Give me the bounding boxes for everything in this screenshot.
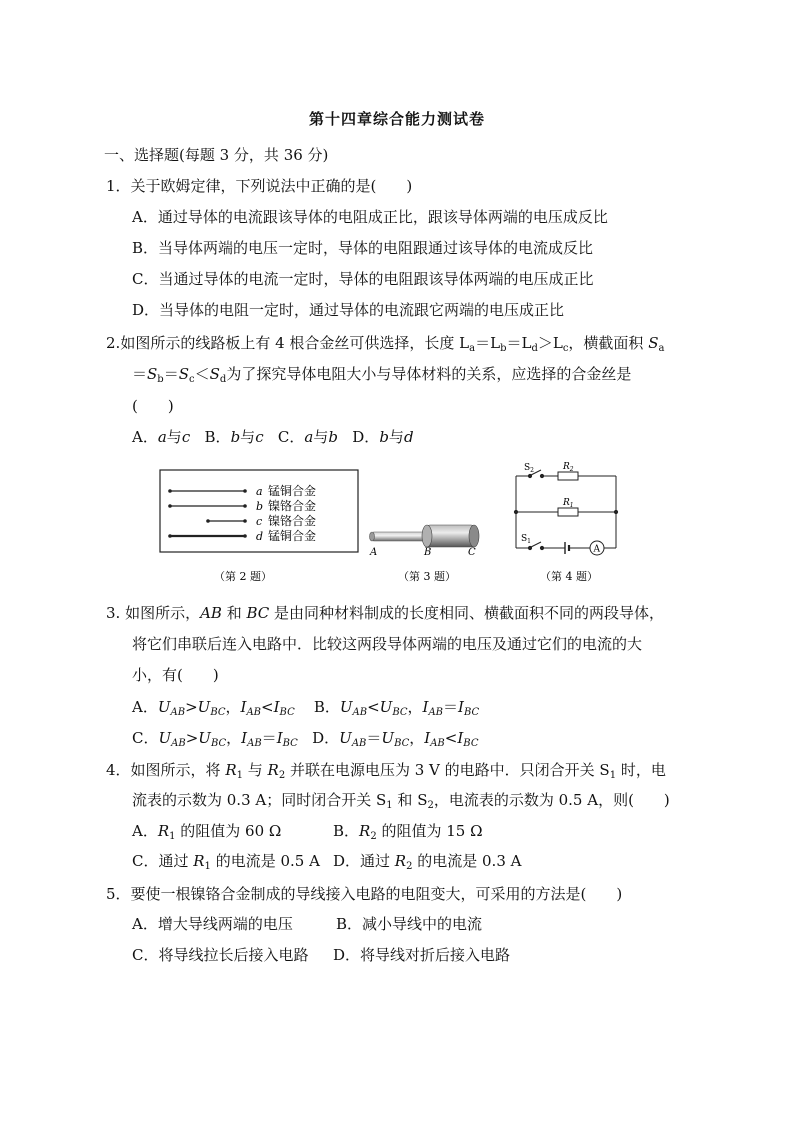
segment-bc bbox=[427, 525, 474, 547]
q4-option-c-label: C．通过 bbox=[132, 852, 194, 870]
fig4-caption: （第 4 题） bbox=[540, 570, 598, 583]
comma: ， bbox=[225, 698, 241, 716]
eq-sign: ＝ bbox=[163, 365, 179, 383]
end-b bbox=[422, 525, 432, 547]
label-a: A bbox=[370, 547, 378, 558]
q2-option-c-1: a bbox=[304, 428, 314, 446]
sub-2: 2 bbox=[278, 770, 286, 781]
sym-i: I bbox=[276, 729, 283, 747]
q2-text-b: ＝L bbox=[475, 334, 501, 352]
q2-stem-line1 bbox=[106, 333, 664, 353]
figures-row bbox=[0, 460, 794, 590]
sym-i: I bbox=[241, 729, 248, 747]
symbol-ab: AB bbox=[200, 604, 222, 622]
sym-i: I bbox=[240, 698, 247, 716]
comma: ， bbox=[407, 698, 423, 716]
sym-r: R bbox=[225, 761, 237, 779]
wire-a-name: 锰铜合金 bbox=[268, 484, 317, 498]
q4-stem-line2 bbox=[132, 790, 670, 810]
q4-option-a-label: A． bbox=[132, 822, 158, 840]
wire-c bbox=[206, 513, 316, 528]
symbol-bc: BC bbox=[246, 604, 270, 622]
sym-u: U bbox=[339, 698, 353, 716]
wire-b-letter: b bbox=[256, 500, 264, 513]
lt-sign: < bbox=[261, 698, 274, 716]
switch-s1 bbox=[531, 542, 541, 547]
sym-u: U bbox=[157, 698, 171, 716]
q4-option-d-text: 的电流是 0.3 A bbox=[412, 852, 522, 870]
fig3-conductor bbox=[369, 525, 479, 583]
q4-text-f: 和 S bbox=[392, 791, 428, 809]
q2-text-tail: 为了探究导体电阻大小与导体材料的关系，应选择的合金丝是 bbox=[226, 365, 632, 383]
wire-b bbox=[168, 498, 316, 513]
q2-options bbox=[132, 427, 414, 447]
q2-option-c-label: C． bbox=[277, 428, 305, 446]
wire-d bbox=[168, 528, 316, 543]
q3-option-a: A． bbox=[132, 698, 158, 716]
symbol-s: S bbox=[209, 365, 220, 383]
q2-option-c-2: b bbox=[328, 428, 338, 446]
wire-a-letter: a bbox=[256, 485, 263, 498]
section-heading: 一、选择题(每题 3 分，共 36 分) bbox=[104, 146, 329, 164]
sym-r: R bbox=[394, 852, 407, 870]
sub-c: c bbox=[562, 343, 569, 354]
eq-sign: ＝ bbox=[443, 698, 459, 716]
sym-r: R bbox=[193, 852, 205, 870]
sub-bc: BC bbox=[392, 707, 408, 718]
q3-and: 和 bbox=[221, 604, 247, 622]
q2-number: 2. bbox=[106, 334, 121, 352]
q5-stem: 5．要使一根镍铬合金制成的导线接入电路的电阻变大，可采用的方法是( ) bbox=[106, 885, 623, 903]
q4-text-a: 4．如图所示，将 bbox=[106, 761, 226, 779]
q2-text-d: ＞L bbox=[537, 334, 563, 352]
q3-stem-line3: 小，有( ) bbox=[132, 666, 219, 684]
q4-option-a-text: 的阻值为 60 Ω bbox=[175, 822, 282, 840]
sym-u: U bbox=[158, 729, 172, 747]
q3-stem-line1 bbox=[106, 603, 664, 623]
q1-stem: 1．关于欧姆定律，下列说法中正确的是( ) bbox=[106, 177, 413, 195]
sub-1: 1 bbox=[236, 770, 243, 781]
wire-a bbox=[168, 483, 316, 498]
q1-option-c: C．当通过导体的电流一定时，导体的电阻跟该导体两端的电压成正比 bbox=[132, 270, 594, 288]
q4-text-b: 与 bbox=[242, 761, 268, 779]
q4-option-b-label: B． bbox=[333, 822, 360, 840]
sym-u: U bbox=[379, 698, 393, 716]
sub-2: 2 bbox=[370, 831, 377, 842]
comma: ， bbox=[409, 729, 425, 747]
q2-option-a-1: a bbox=[157, 428, 167, 446]
symbol-s: S bbox=[178, 365, 189, 383]
q3-options-ab bbox=[132, 697, 479, 717]
q2-option-d-label: D． bbox=[352, 428, 380, 446]
sub-1: 1 bbox=[204, 861, 211, 872]
end-c bbox=[469, 525, 479, 547]
sub-a: a bbox=[658, 343, 665, 354]
q2-text-c: ＝L bbox=[506, 334, 532, 352]
ammeter-letter: A bbox=[593, 544, 600, 555]
symbol-s: S bbox=[648, 334, 659, 352]
q4-option-d-label: D．通过 bbox=[333, 852, 395, 870]
sub-ab: AB bbox=[171, 738, 186, 749]
label-c: C bbox=[468, 547, 476, 558]
comma: ， bbox=[226, 729, 242, 747]
sub-ab: AB bbox=[351, 738, 367, 749]
q3-text-a: 3. 如图所示， bbox=[106, 604, 201, 622]
q4-text-e: 流表的示数为 0.3 A；同时闭合开关 S bbox=[132, 791, 387, 809]
sub-b: b bbox=[157, 374, 164, 385]
q2-option-d-1: b bbox=[379, 428, 389, 446]
q1-option-b: B．当导体两端的电压一定时，导体的电阻跟通过该导体的电流成反比 bbox=[132, 239, 594, 257]
sub-1: 1 bbox=[609, 770, 617, 781]
q3-option-c: C． bbox=[132, 729, 159, 747]
sub-bc: BC bbox=[463, 738, 479, 749]
sym-i: I bbox=[457, 729, 464, 747]
lt-sign: < bbox=[444, 729, 458, 747]
q3-option-d: D． bbox=[312, 729, 340, 747]
q2-option-a-label: A． bbox=[132, 428, 158, 446]
q2-option-b-mid: 与 bbox=[240, 428, 256, 446]
sub-bc: BC bbox=[279, 707, 295, 718]
q2-stem-line2 bbox=[132, 364, 631, 384]
q2-option-d-mid: 与 bbox=[388, 428, 404, 446]
q2-option-c-mid: 与 bbox=[313, 428, 329, 446]
q4-option-b bbox=[333, 821, 483, 841]
lt-sign: < bbox=[367, 698, 380, 716]
q5-option-a: A．增大导线两端的电压 bbox=[132, 915, 293, 933]
q4-option-d bbox=[333, 851, 521, 871]
q4-option-c bbox=[132, 851, 320, 871]
wire-b-name: 镍铬合金 bbox=[268, 499, 317, 513]
q5-option-d: D．将导线对折后接入电路 bbox=[333, 946, 511, 964]
sym-i: I bbox=[424, 729, 431, 747]
sub-bc: BC bbox=[463, 707, 480, 718]
q2-text-e: ，横截面积 bbox=[568, 334, 649, 352]
sub-bc: BC bbox=[210, 707, 226, 718]
sub-ab: AB bbox=[246, 707, 262, 718]
sub-bc: BC bbox=[210, 738, 227, 749]
sub-2: 2 bbox=[406, 861, 413, 872]
q4-text-d: 时，电 bbox=[616, 761, 666, 779]
wire-c-letter: c bbox=[256, 515, 263, 528]
sym-i: I bbox=[273, 698, 280, 716]
sym-r: R bbox=[267, 761, 279, 779]
sub-ab: AB bbox=[352, 707, 368, 718]
gt-sign: > bbox=[185, 729, 199, 747]
q2-option-d-2: d bbox=[403, 428, 414, 446]
sym-i: I bbox=[458, 698, 464, 716]
sub-ab: AB bbox=[247, 738, 262, 749]
sub-1: 1 bbox=[386, 800, 393, 811]
eq-sign: ＝ bbox=[366, 729, 382, 747]
fig2-board bbox=[160, 470, 358, 583]
label-r1: $R_1$ bbox=[563, 498, 574, 509]
q3-option-b: B． bbox=[313, 698, 340, 716]
q3-text-b: 是由同种材料制成的长度相同、横截面积不同的两段导体， bbox=[269, 604, 665, 622]
sub-bc: BC bbox=[394, 738, 410, 749]
label-b: B bbox=[424, 547, 432, 558]
q4-text-g: ，电流表的示数为 0.5 A，则( ) bbox=[433, 791, 670, 809]
q3-stem-line2: 将它们串联后连入电路中．比较这两段导体两端的电压及通过它们的电流的大 bbox=[132, 635, 643, 653]
q4-stem-line1 bbox=[106, 760, 666, 780]
fig2-caption: （第 2 题） bbox=[214, 570, 272, 583]
sub-c: c bbox=[189, 374, 195, 385]
sub-ab: AB bbox=[428, 707, 444, 718]
sym-u: U bbox=[381, 729, 395, 747]
sym-r: R bbox=[359, 822, 371, 840]
page-title: 第十四章综合能力测试卷 bbox=[308, 110, 485, 128]
q1-option-a: A．通过导体的电流跟该导体的电阻成正比，跟该导体两端的电压成反比 bbox=[132, 208, 608, 226]
q3-options-cd bbox=[132, 728, 478, 748]
sub-bc: BC bbox=[282, 738, 298, 749]
q2-option-b-2: c bbox=[255, 428, 264, 446]
sym-u: U bbox=[197, 698, 211, 716]
sub-a: a bbox=[469, 343, 476, 354]
fig3-caption: （第 3 题） bbox=[398, 570, 456, 583]
resistor-r2 bbox=[558, 472, 578, 480]
wire-d-letter: d bbox=[256, 530, 264, 543]
q5-option-b: B．减小导线中的电流 bbox=[336, 915, 483, 933]
eq-sign: ＝ bbox=[132, 365, 148, 383]
q2-answer-paren: ( ) bbox=[132, 397, 174, 415]
wire-d-name: 锰铜合金 bbox=[268, 529, 317, 543]
eq-sign: ＝ bbox=[261, 729, 277, 747]
label-s1: $S_1$ bbox=[521, 534, 531, 545]
sub-1: 1 bbox=[169, 831, 176, 842]
sym-u: U bbox=[198, 729, 211, 747]
q2-option-b-1: b bbox=[230, 428, 241, 446]
label-s2: $S_2$ bbox=[524, 463, 534, 474]
q4-option-a bbox=[132, 821, 281, 841]
sym-i: I bbox=[422, 698, 429, 716]
q2-option-b-label: B． bbox=[204, 428, 231, 446]
gt-sign: > bbox=[185, 698, 198, 716]
segment-ab bbox=[372, 532, 427, 541]
resistor-r1 bbox=[558, 508, 578, 516]
sub-d: d bbox=[531, 343, 538, 354]
sub-b: b bbox=[500, 343, 507, 354]
sub-2: 2 bbox=[427, 800, 434, 811]
q5-option-c: C．将导线拉长后接入电路 bbox=[132, 946, 309, 964]
sub-ab: AB bbox=[170, 707, 186, 718]
symbol-s: S bbox=[147, 365, 158, 383]
q2-option-a-mid: 与 bbox=[166, 428, 182, 446]
wire-c-name: 镍铬合金 bbox=[268, 514, 317, 528]
q1-option-d: D．当导体的电阻一定时，通过导体的电流跟它两端的电压成正比 bbox=[132, 301, 565, 319]
sub-d: d bbox=[219, 374, 227, 385]
q4-option-c-text: 的电流是 0.5 A bbox=[210, 852, 320, 870]
q2-option-a-2: c bbox=[181, 428, 191, 446]
sym-r: R bbox=[157, 822, 170, 840]
q4-option-b-text: 的阻值为 15 Ω bbox=[376, 822, 483, 840]
q4-text-c: 并联在电源电压为 3 V 的电路中．只闭合开关 S bbox=[285, 761, 610, 779]
sym-u: U bbox=[339, 729, 352, 747]
q2-text-a: 如图所示的线路板上有 4 根合金丝可供选择，长度 L bbox=[120, 334, 470, 352]
end-a bbox=[370, 532, 375, 541]
sub-ab: AB bbox=[430, 738, 445, 749]
lt-sign: ＜ bbox=[194, 365, 210, 383]
label-r2: $R_2$ bbox=[563, 462, 574, 473]
